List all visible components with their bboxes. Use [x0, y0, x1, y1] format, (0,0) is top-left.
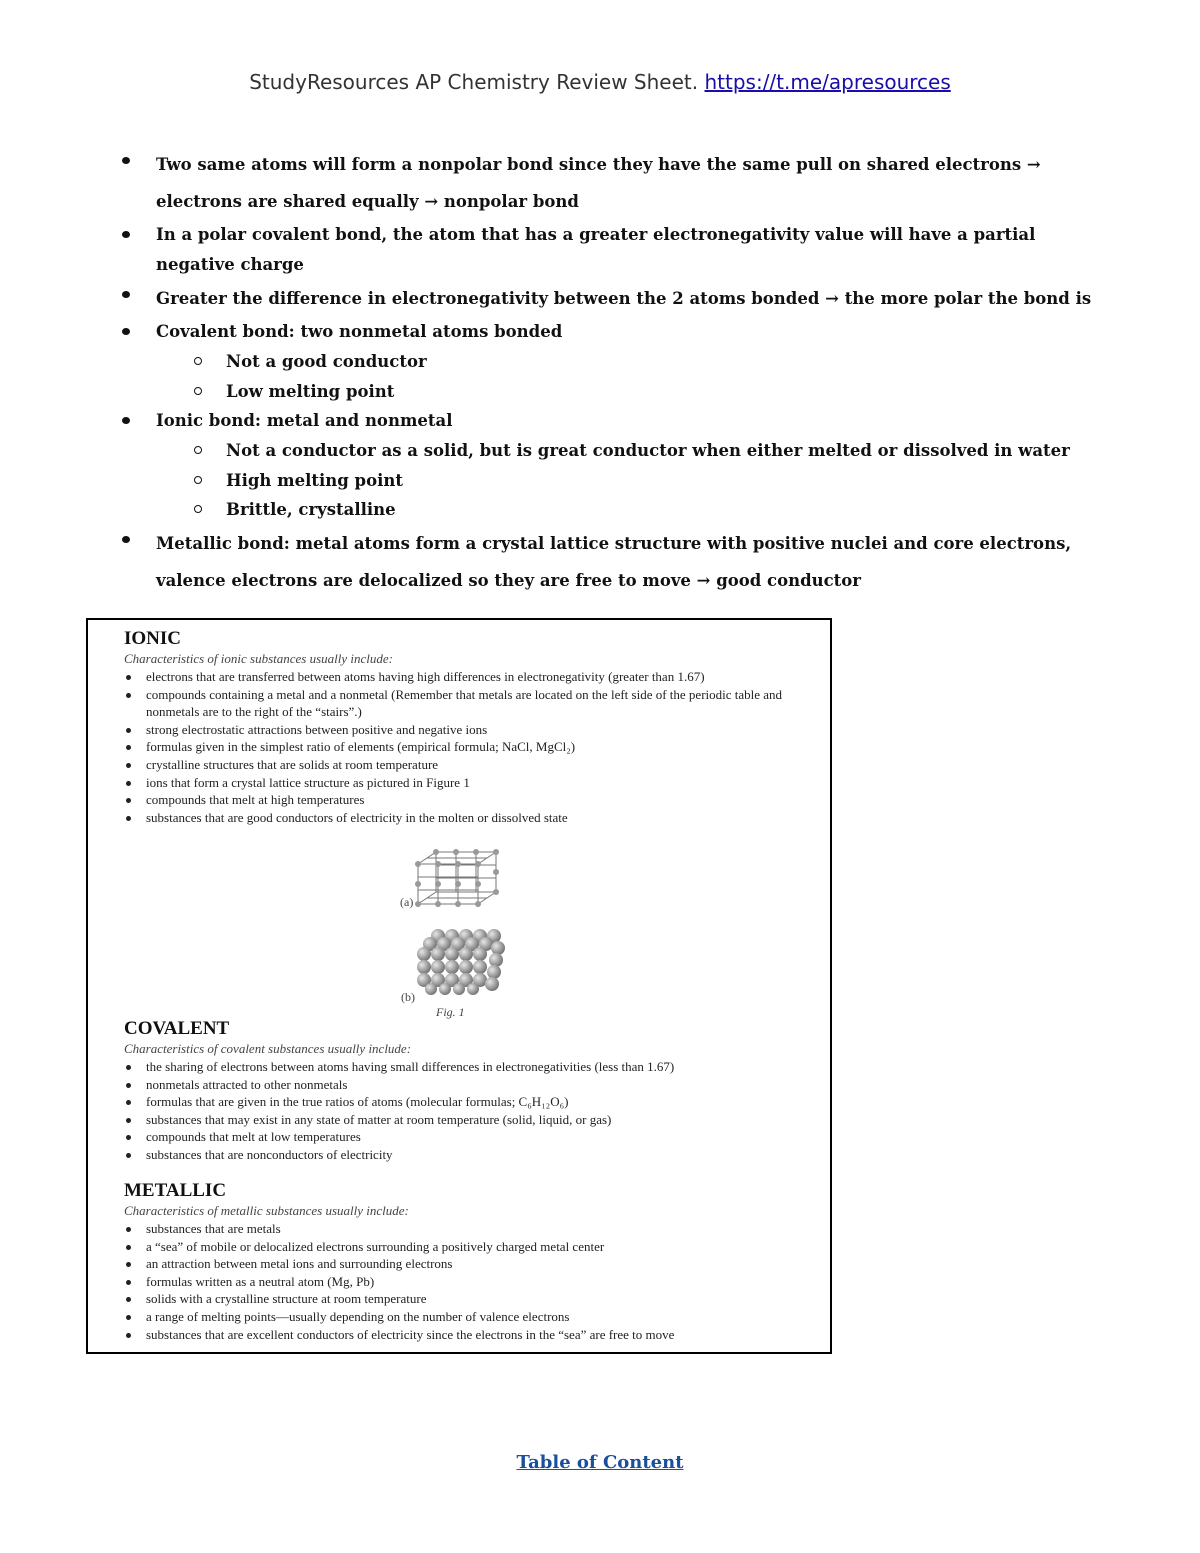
table-of-content-link[interactable]: Table of Content [516, 1452, 684, 1473]
metallic-item: solids with a crystalline structure at room temperature [124, 1290, 814, 1308]
covalent-item: substances that may exist in any state of matter at room temperature (solid, liquid, or gas) [124, 1111, 814, 1129]
ionic-item: strong electrostatic attractions between positive and negative ions [124, 721, 814, 739]
ionic-list [124, 668, 814, 826]
crystal-lattice-spheres-image [414, 928, 506, 996]
note-subitem: Not a good conductor [118, 347, 1118, 377]
metallic-item: an attraction between metal ions and surrounding electrons [124, 1255, 814, 1273]
note-item [118, 406, 1118, 525]
note-item: Greater the difference in electronegativity between the 2 atoms bonded → the more polar the bond is [118, 280, 1118, 317]
note-item: Metallic bond: metal atoms form a crystal lattice structure with positive nuclei and core electrons, valence electrons are delocalized so they are free to move → good conductor [118, 525, 1118, 599]
note-subitem: Low melting point [118, 377, 1118, 407]
fig-a-label: (a) [400, 895, 414, 909]
covalent-item: compounds that melt at low temperatures [124, 1128, 814, 1146]
metallic-list [124, 1220, 814, 1343]
covalent-list [124, 1058, 814, 1164]
ionic-item: ions that form a crystal lattice structure as pictured in Figure 1 [124, 774, 814, 792]
metallic-title: METALLIC [124, 1180, 227, 1201]
metallic-item: a “sea” of mobile or delocalized electrons surrounding a positively charged metal center [124, 1238, 814, 1256]
note-sublist [156, 436, 1118, 525]
ionic-item: compounds that melt at high temperatures [124, 791, 814, 809]
note-subitem: Brittle, crystalline [118, 495, 1118, 525]
ionic-item: electrons that are transferred between atoms having high differences in electronegativity (greater than 1.67) [124, 668, 814, 686]
ionic-item: compounds containing a metal and a nonmetal (Remember that metals are located on the left side of the periodic table and nonmetals are to the right of the “stairs”.) [124, 686, 814, 721]
note-sublist [156, 347, 1118, 406]
note-subitem: High melting point [118, 466, 1118, 496]
figure-caption: Fig. 1 [436, 1005, 465, 1019]
note-item [118, 317, 1118, 406]
covalent-item: nonmetals attracted to other nonmetals [124, 1076, 814, 1094]
note-item: In a polar covalent bond, the atom that has a greater electronegativity value will have a partial negative charge [118, 220, 1118, 280]
covalent-item: formulas that are given in the true ratios of atoms (molecular formulas; C₆H₁₂O₆) [124, 1093, 814, 1111]
note-text: Covalent bond: two nonmetal atoms bonded [156, 322, 563, 341]
note-subitem: Not a conductor as a solid, but is great conductor when either melted or dissolved in water [118, 436, 1118, 466]
metallic-item: formulas written as a neutral atom (Mg, Pb) [124, 1273, 814, 1291]
note-text: Ionic bond: metal and nonmetal [156, 411, 453, 430]
notes-list [118, 146, 1118, 599]
fig-b-label: (b) [401, 990, 415, 1004]
page-header [0, 70, 1200, 94]
covalent-item: the sharing of electrons between atoms having small differences in electronegativities (less than 1.67) [124, 1058, 814, 1076]
ionic-item: crystalline structures that are solids at room temperature [124, 756, 814, 774]
footer [0, 1452, 1200, 1473]
metallic-item: a range of melting points—usually depending on the number of valence electrons [124, 1308, 814, 1326]
covalent-title: COVALENT [124, 1018, 230, 1039]
note-item: Two same atoms will form a nonpolar bond since they have the same pull on shared electrons → electrons are shared equally → nonpolar bond [118, 146, 1118, 220]
bond-types-figure [86, 618, 832, 1354]
ionic-subtitle: Characteristics of ionic substances usually include: [124, 651, 393, 666]
telegram-link[interactable]: https://t.me/apresources [704, 70, 951, 94]
metallic-item: substances that are excellent conductors of electricity since the electrons in the “sea” are free to move [124, 1326, 814, 1344]
ionic-title: IONIC [124, 628, 182, 649]
covalent-subtitle: Characteristics of covalent substances usually include: [124, 1041, 412, 1056]
ionic-item: substances that are good conductors of electricity in the molten or dissolved state [124, 809, 814, 827]
metallic-subtitle: Characteristics of metallic substances usually include: [124, 1203, 409, 1218]
crystal-lattice-wireframe-image [414, 848, 504, 908]
metallic-item: substances that are metals [124, 1220, 814, 1238]
header-title: StudyResources AP Chemistry Review Sheet. [249, 70, 699, 94]
ionic-item: formulas given in the simplest ratio of elements (empirical formula; NaCl, MgCl₂) [124, 738, 814, 756]
covalent-item: substances that are nonconductors of electricity [124, 1146, 814, 1164]
